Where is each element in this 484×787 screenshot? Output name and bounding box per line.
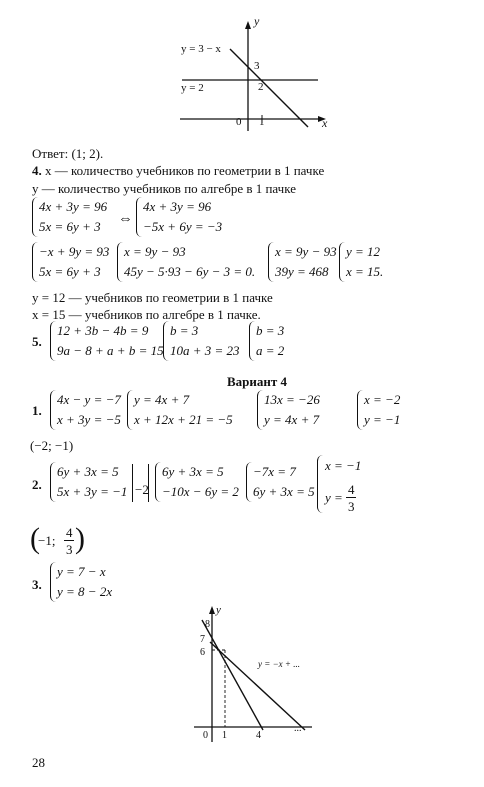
v1-number: 1. [32, 403, 42, 418]
v2-answer-den: 3 [66, 542, 73, 557]
graph1-tick-3: 3 [254, 60, 260, 72]
answer-1: Ответ: (1; 2). [32, 146, 104, 161]
p4-system-a: 4x + 3y = 96 5x = 6y + 3 [32, 197, 107, 237]
v2-frac-num: 4 [348, 482, 355, 497]
v2-bar-1 [132, 464, 133, 502]
graph2-tick-6: 6 [200, 647, 205, 658]
p4-result-2: x = 15 — учебников по алгебре в 1 пачке. [32, 307, 261, 322]
v2-answer-bar [64, 540, 74, 541]
v1-system-a: 4x − y = −7 x + 3y = −5 [50, 390, 121, 430]
v2-answer-pre: −1; [38, 533, 56, 548]
graph1-label-b: y = 2 [181, 82, 204, 94]
v1-system-d: x = −2 y = −1 [357, 390, 400, 430]
v2-system-a: 6y + 3x = 5 5x + 3y = −1 [50, 462, 127, 502]
graph1-label-a: y = 3 − x [181, 43, 221, 55]
graph2-tick-1: 1 [222, 730, 227, 741]
p4-system-b: 4x + 3y = 96 −5x + 6y = −3 [136, 197, 222, 237]
graph1-tick-1: 1 [259, 116, 265, 128]
p4-text1: x — количество учебников по геометрии в 1 пачке [45, 163, 325, 178]
v2-system-d-y: y = [325, 490, 343, 505]
page-number: 28 [32, 755, 45, 770]
v2-answer-paren-right: ) [75, 522, 85, 555]
v1-answer: (−2; −1) [30, 438, 74, 453]
v2-system-b: 6y + 3x = 5 −10x − 6y = 2 [155, 462, 239, 502]
p4-system-c: −x + 9y = 93 5x = 6y + 3 [32, 242, 109, 282]
v2-frac-bar [346, 497, 356, 498]
v2-system-d-brace [317, 455, 324, 513]
p4-equivalence-arrow: ⇔ [118, 211, 133, 227]
p4-system-e: x = 9y − 93 39y = 468 [268, 242, 337, 282]
graph1-tick-2: 2 [258, 81, 264, 93]
graph2-tick-8: 8 [205, 619, 210, 630]
variant-heading: Вариант 4 [227, 374, 288, 389]
p4-line1 [32, 163, 324, 179]
graph1-origin: 0 [236, 116, 242, 128]
v2-multiplier: −2 [135, 482, 149, 497]
v2-system-c: −7x = 7 6y + 3x = 5 [246, 462, 315, 502]
graph2-line-label: y = −x + ... [258, 659, 300, 669]
v1-system-b: y = 4x + 7 x + 12x + 21 = −5 [127, 390, 233, 430]
graph-1 [170, 15, 340, 133]
graph2-origin: 0 [203, 730, 208, 741]
v2-answer-num: 4 [66, 525, 73, 540]
p4-result-1: y = 12 — учебников по геометрии в 1 пачке [32, 290, 273, 305]
graph1-axis-x: x [322, 116, 328, 130]
v2-answer-paren-left: ( [30, 522, 40, 555]
graph2-tick-end: ... [294, 723, 302, 734]
graph-2 [190, 600, 340, 745]
p5-system-b: b = 3 10a + 3 = 23 [163, 321, 240, 361]
p4-number: 4. [32, 163, 42, 178]
p4-system-d: x = 9y − 93 45y − 5·93 − 6y − 3 = 0. [117, 242, 255, 282]
p4-line2: y — количество учебников по алгебре в 1 пачке [32, 181, 296, 196]
p4-system-f: y = 12 x = 15. [339, 242, 383, 282]
p5-system-c: b = 3 a = 2 [249, 321, 284, 361]
v2-bar-2 [148, 464, 149, 502]
p5-system-a: 12 + 3b − 4b = 9 9a − 8 + a + b = 15 [50, 321, 164, 361]
v1-system-c: 13x = −26 y = 4x + 7 [257, 390, 320, 430]
graph1-axis-y: y [254, 14, 260, 28]
graph2-tick-4: 4 [256, 730, 261, 741]
v3-number: 3. [32, 577, 42, 592]
graph2-axis-y: y [216, 604, 221, 616]
v2-system-d-x: x = −1 [325, 458, 362, 473]
v2-frac-den: 3 [348, 499, 355, 514]
p5-number: 5. [32, 334, 42, 349]
graph2-tick-7: 7 [200, 634, 205, 645]
v2-number: 2. [32, 477, 42, 492]
v3-system-a: y = 7 − x y = 8 − 2x [50, 562, 112, 602]
